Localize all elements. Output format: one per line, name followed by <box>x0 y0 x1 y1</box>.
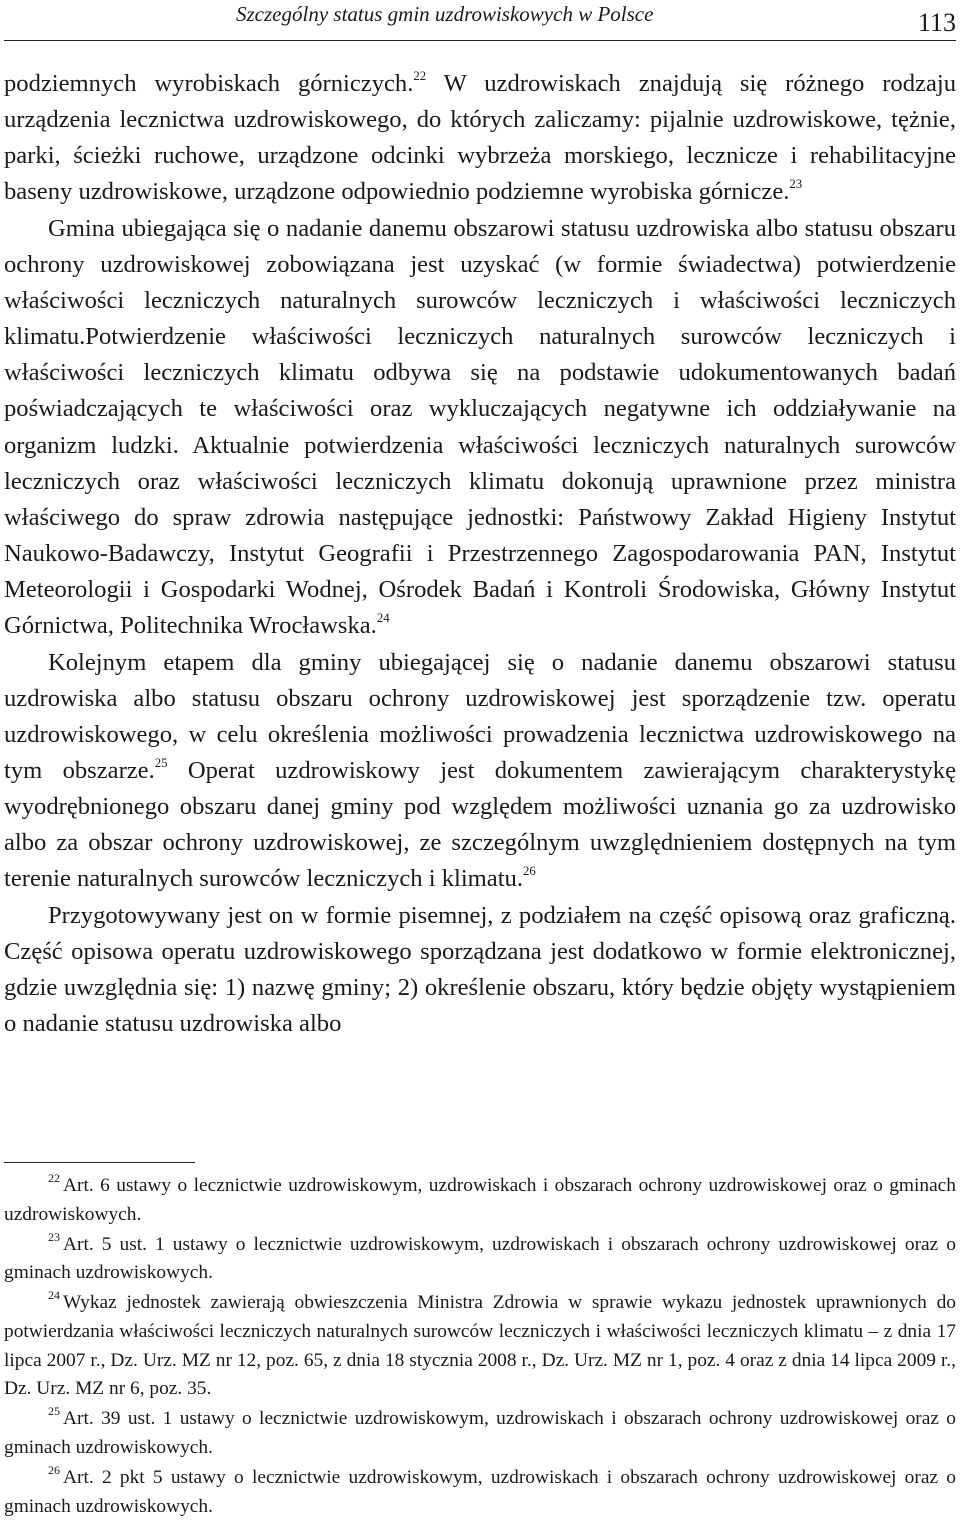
page-number: 113 <box>917 8 956 37</box>
footnote-number: 25 <box>48 1404 61 1419</box>
footnote: $^{25}$ Art. 39 ust. 1 ustawy o lecznictwie uzdrowiskowym, uzdrowiskach i obszarach ochrony uzdrowiskowej oraz o gminach uzdrowiskowych. <box>4 1404 956 1458</box>
footnote: $^{26}$ Art. 2 pkt 5 ustawy o lecznictwie uzdrowiskowym, uzdrowiskach i obszarach ochrony uzdrowiskowej oraz o gminach uzdrowiskowych. <box>4 1462 956 1517</box>
running-title: Szczególny status gmin uzdrowiskowych w Polsce <box>236 2 654 26</box>
footnote-number: 24 <box>48 1288 61 1303</box>
footnote-ref[interactable]: 26 <box>523 864 536 879</box>
footnote-ref[interactable]: 22 <box>413 69 427 84</box>
footnote: $^{24}$ Wykaz jednostek zawierają obwieszczenia Ministra Zdrowia w sprawie wykazu jednostek uprawnionych do potwierdzania właściwości leczniczych naturalnych surowców leczniczych i właściwości leczniczych klimatu – z dnia 17 lipca 2007 r., Dz. Urz. MZ nr 12, poz. 65, z dnia 18 stycznia 2008 r., Dz. Urz. MZ nr 1, poz. 4 oraz z dnia 14 lipca 2009 r., Dz. Urz. MZ nr 6, poz. 35. <box>4 1288 956 1400</box>
paragraph: Gmina ubiegająca się o nadanie danemu obszarowi statusu uzdrowiska albo statusu obszaru ochrony uzdrowiskowej zobowiązana jest uzyskać (w formie świadectwa) potwierdzenie właściwości leczniczych naturalnych surowców leczniczych i właściwości leczniczych klimatu.Potwierdzenie właściwości leczniczych naturalnych surowców leczniczych i właściwości leczniczych klimatu odbywa się na podstawie udokumentowanych badań poświadczających te właściwości oraz wykluczających negatywne ich oddziaływanie na organizm ludzki. Aktualnie potwierdzenia właściwości leczniczych naturalnych surowców leczniczych oraz właściwości leczniczych klimatu dokonują uprawnione przez ministra właściwego do spraw zdrowia następujące jednostki: Państwowy Zakład Higieny Instytut Naukowo-Badawczy, Instytut Geografii i Przestrzennego Zagospodarowania PAN, Instytut Meteorologii i Gospodarki Wodnej, Ośrodek Badań i Kontroli Środowiska, Główny Instytut Górnictwa, Politechnika Wrocławska.$^{24}$ <box>4 214 956 640</box>
footnote-separator <box>4 1162 195 1163</box>
main-text <box>4 66 956 1042</box>
footnote: $^{23}$ Art. 5 ust. 1 ustawy o lecznictwie uzdrowiskowym, uzdrowiskach i obszarach ochrony uzdrowiskowej oraz o gminach uzdrowiskowych. <box>4 1229 956 1284</box>
footnote-number: 23 <box>48 1229 61 1244</box>
footnote: $^{22}$ Art. 6 ustawy o lecznictwie uzdrowiskowym, uzdrowiskach i obszarach ochrony uzdrowiskowej oraz o gminach uzdrowiskowych. <box>4 1170 956 1225</box>
footnotes <box>4 1172 956 1523</box>
footnote-ref[interactable]: 25 <box>154 756 168 771</box>
paragraph: Przygotowywany jest on w formie pisemnej, z podziałem na część opisową oraz graficzną. Część opisowa operatu uzdrowiskowego sporządzana jest dodatkowo w formie elektronicznej, gdzie uwzględnia się: 1) nazwę gminy; 2) określenie obszaru, który będzie objęty wystąpieniem o nadanie statusu uzdrowiska albo <box>4 901 956 1038</box>
footnote-number: 22 <box>48 1170 61 1185</box>
page-header <box>4 0 956 41</box>
footnote-ref[interactable]: 23 <box>789 177 803 192</box>
footnote-ref[interactable]: 24 <box>376 611 390 626</box>
paragraph: Kolejnym etapem dla gminy ubiegającej się o nadanie danemu obszarowi statusu uzdrowiska albo statusu obszaru ochrony uzdrowiskowej jest sporządzenie tzw. operatu uzdrowiskowego, w celu określenia możliwości prowadzenia lecznictwa uzdrowiskowego na tym obszarze.$^{25}$ Operat uzdrowiskowy jest dokumentem zawierającym charakterystykę wyodrębnionego obszaru danej gminy pod względem możliwości uznania go za uzdrowisko albo za obszar ochrony uzdrowiskowej, ze szczególnym uwzględnieniem dostępnych na tym terenie naturalnych surowców leczniczych i klimatu.$^{26}$ <box>4 648 957 893</box>
paragraph: podziemnych wyrobiskach górniczych.$^{22}$ W uzdrowiskach znajdują się różnego rodzaju urządzenia lecznictwa uzdrowiskowego, do których zaliczamy: pijalnie uzdrowiskowe, tężnie, parki, ścieżki ruchowe, urządzone odcinki wybrzeża morskiego, lecznicze i rehabilitacyjne baseny uzdrowiskowe, urządzone odpowiednio podziemne wyrobiska górnicze.$^{23}$ <box>4 69 956 206</box>
footnote-number: 26 <box>48 1462 61 1477</box>
